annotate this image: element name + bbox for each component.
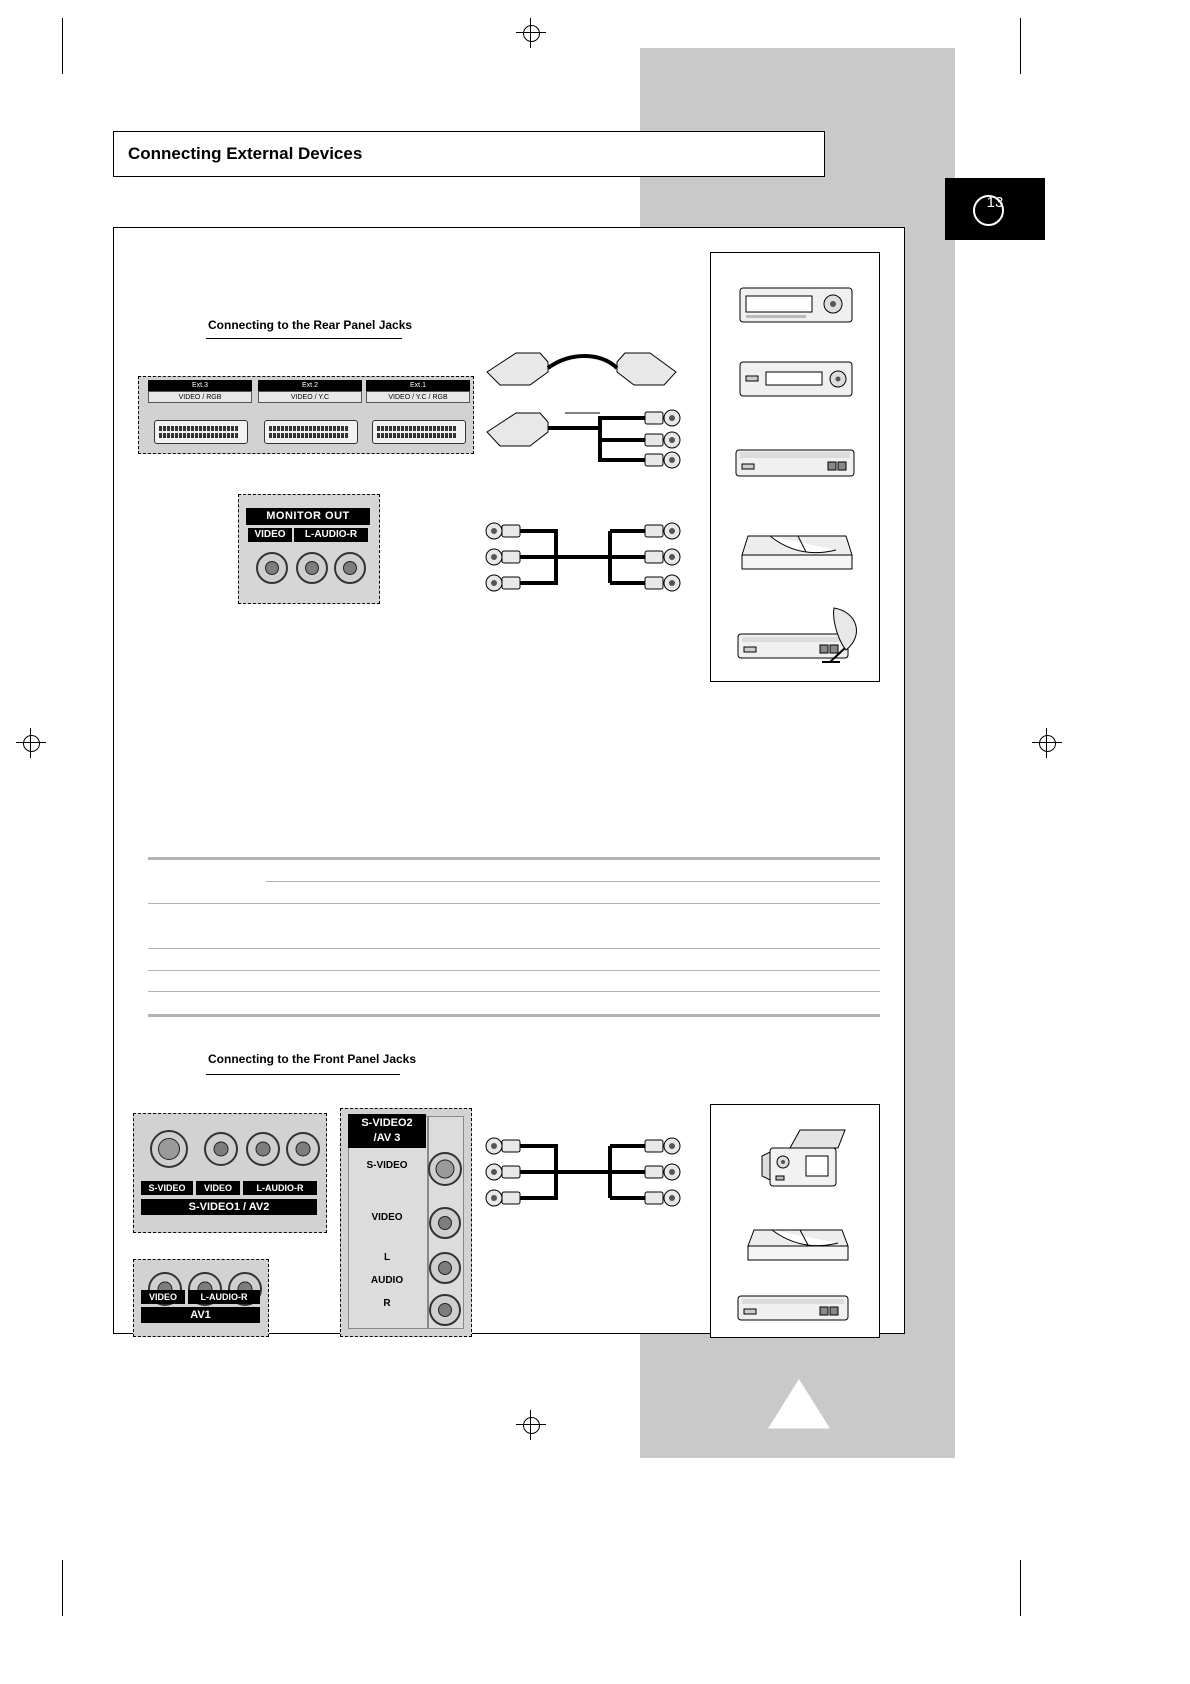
note-rule <box>148 857 880 860</box>
crop-mark <box>1020 18 1021 74</box>
scart-subheader: VIDEO / Y.C / RGB <box>366 391 470 403</box>
scart-header: Ext.2 <box>258 380 362 391</box>
note-rule <box>148 948 880 949</box>
monitor-out-audio-label: L-AUDIO-R <box>294 528 368 542</box>
rca-jack-audio-left <box>246 1132 280 1166</box>
section-heading-rear: Connecting to the Rear Panel Jacks <box>208 318 413 332</box>
crop-mark <box>62 18 63 74</box>
svideo2-header-line2: /AV 3 <box>373 1132 401 1144</box>
svideo2-item-video: VIDEO <box>371 1212 403 1223</box>
rca-jack-audio-right <box>286 1132 320 1166</box>
page-number: 13 <box>986 194 1004 211</box>
section-underline <box>206 338 402 339</box>
rca-jack-audio-right <box>429 1294 461 1326</box>
rca-jack-audio-left <box>429 1252 461 1284</box>
video-label: VIDEO <box>141 1290 185 1304</box>
svideo-mini-din-jack <box>150 1130 188 1168</box>
monitor-out-header: MONITOR OUT <box>246 508 370 525</box>
scart-pins <box>377 426 461 438</box>
rca-jack-video <box>256 552 288 584</box>
svideo-mini-din-jack <box>428 1152 462 1186</box>
note-rule <box>148 970 880 971</box>
page-title: Connecting External Devices <box>128 144 363 163</box>
scart-subheader: VIDEO / Y.C <box>258 391 362 403</box>
monitor-out-video-label: VIDEO <box>248 528 292 542</box>
section-heading-front: Connecting to the Front Panel Jacks <box>208 1052 417 1066</box>
section-underline <box>206 1074 400 1075</box>
crop-mark <box>62 1560 63 1616</box>
rca-jack-audio-right <box>334 552 366 584</box>
scart-connector-ext1 <box>372 420 466 444</box>
video-label: VIDEO <box>196 1181 240 1195</box>
crop-mark <box>1020 1560 1021 1616</box>
svideo-label: S-VIDEO <box>141 1181 193 1195</box>
note-rule <box>148 1014 880 1017</box>
svideo2-av3-header <box>348 1114 426 1148</box>
svideo2-item-svideo: S-VIDEO <box>366 1160 408 1171</box>
audio-label: L-AUDIO-R <box>188 1290 260 1304</box>
rca-jack-video <box>204 1132 238 1166</box>
registration-mark <box>1032 728 1062 758</box>
page-number-badge <box>945 178 1045 240</box>
page-title-bar <box>113 131 825 177</box>
registration-mark <box>16 728 46 758</box>
svideo2-header-line1: S-VIDEO2 <box>361 1117 413 1129</box>
registration-mark <box>516 18 546 48</box>
note-rule <box>148 903 880 904</box>
note-rule <box>266 881 880 882</box>
svideo2-item-audio: AUDIO <box>370 1275 404 1286</box>
scart-cell-ext3 <box>148 380 252 403</box>
scart-cell-ext2 <box>258 380 362 403</box>
note-rule <box>148 991 880 992</box>
svideo2-item-right: R <box>383 1298 391 1309</box>
av1-footer: AV1 <box>141 1307 260 1323</box>
scart-header: Ext.3 <box>148 380 252 391</box>
scart-connector-ext3 <box>154 420 248 444</box>
rca-jack-audio-left <box>296 552 328 584</box>
scart-pins <box>159 426 243 438</box>
rca-jack-video <box>429 1207 461 1239</box>
scart-subheader: VIDEO / RGB <box>148 391 252 403</box>
front-device-list-box <box>710 1104 880 1338</box>
page-turn-arrow <box>767 1378 831 1432</box>
scart-connector-ext2 <box>264 420 358 444</box>
svideo1-av2-footer: S-VIDEO1 / AV2 <box>141 1199 317 1215</box>
scart-pins <box>269 426 353 438</box>
audio-label: L-AUDIO-R <box>243 1181 317 1195</box>
scart-header: Ext.1 <box>366 380 470 391</box>
scart-cell-ext1 <box>366 380 470 403</box>
svideo2-item-left: L <box>383 1252 391 1263</box>
registration-mark <box>516 1410 546 1440</box>
rear-device-list-box <box>710 252 880 682</box>
